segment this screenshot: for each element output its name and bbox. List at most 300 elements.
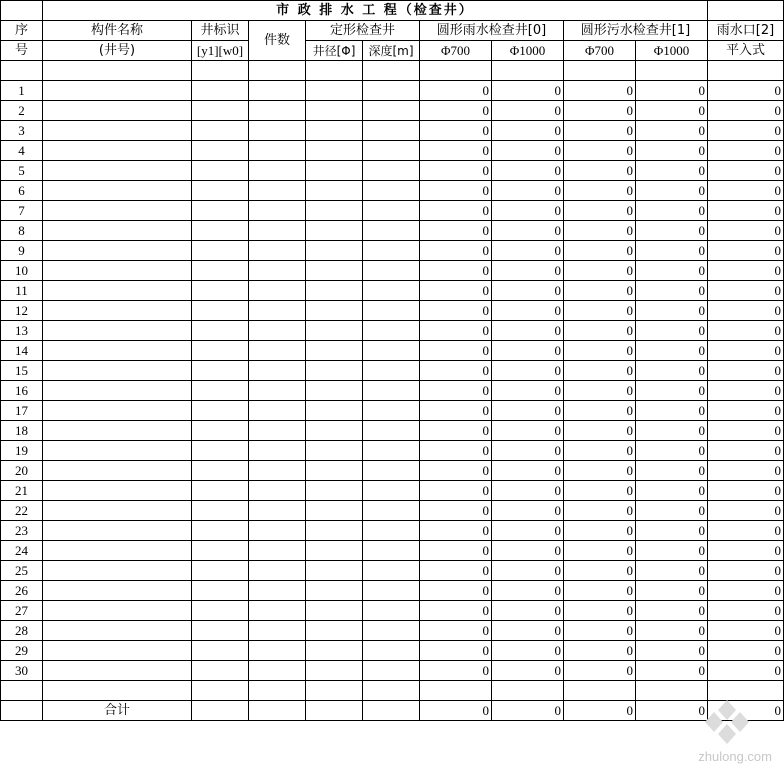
row-count-cell[interactable] xyxy=(249,421,306,441)
row-value-cell[interactable]: 0 xyxy=(636,381,708,401)
row-fixed-depth-cell[interactable] xyxy=(363,441,420,461)
row-value-cell[interactable]: 0 xyxy=(564,521,636,541)
row-value-cell[interactable]: 0 xyxy=(492,481,564,501)
total-empty-cell[interactable] xyxy=(192,701,249,721)
row-value-cell[interactable]: 0 xyxy=(492,661,564,681)
row-fixed-depth-cell[interactable] xyxy=(363,481,420,501)
blank-cell[interactable] xyxy=(192,681,249,701)
row-value-cell[interactable]: 0 xyxy=(636,101,708,121)
row-seq[interactable]: 11 xyxy=(1,281,43,301)
row-fixed-dia-cell[interactable] xyxy=(306,481,363,501)
row-count-cell[interactable] xyxy=(249,601,306,621)
total-empty-cell[interactable] xyxy=(363,701,420,721)
row-seq[interactable]: 15 xyxy=(1,361,43,381)
row-count-cell[interactable] xyxy=(249,261,306,281)
row-mark-cell[interactable] xyxy=(192,81,249,101)
row-value-cell[interactable]: 0 xyxy=(420,81,492,101)
row-fixed-dia-cell[interactable] xyxy=(306,301,363,321)
blank-cell[interactable] xyxy=(492,681,564,701)
row-count-cell[interactable] xyxy=(249,321,306,341)
row-mark-cell[interactable] xyxy=(192,361,249,381)
row-count-cell[interactable] xyxy=(249,301,306,321)
row-seq[interactable]: 20 xyxy=(1,461,43,481)
row-mark-cell[interactable] xyxy=(192,121,249,141)
row-fixed-dia-cell[interactable] xyxy=(306,81,363,101)
row-name-cell[interactable] xyxy=(43,181,192,201)
row-mark-cell[interactable] xyxy=(192,241,249,261)
row-value-cell[interactable]: 0 xyxy=(636,441,708,461)
row-fixed-depth-cell[interactable] xyxy=(363,301,420,321)
row-value-cell[interactable]: 0 xyxy=(708,501,784,521)
row-seq[interactable]: 6 xyxy=(1,181,43,201)
spacer-cell[interactable] xyxy=(492,61,564,81)
spacer-cell[interactable] xyxy=(363,61,420,81)
row-value-cell[interactable]: 0 xyxy=(420,381,492,401)
row-seq[interactable]: 16 xyxy=(1,381,43,401)
row-fixed-depth-cell[interactable] xyxy=(363,401,420,421)
row-name-cell[interactable] xyxy=(43,81,192,101)
row-fixed-depth-cell[interactable] xyxy=(363,321,420,341)
row-count-cell[interactable] xyxy=(249,381,306,401)
row-value-cell[interactable]: 0 xyxy=(708,421,784,441)
row-value-cell[interactable]: 0 xyxy=(492,321,564,341)
row-seq[interactable]: 29 xyxy=(1,641,43,661)
row-mark-cell[interactable] xyxy=(192,281,249,301)
row-name-cell[interactable] xyxy=(43,141,192,161)
row-value-cell[interactable]: 0 xyxy=(420,461,492,481)
row-value-cell[interactable]: 0 xyxy=(420,541,492,561)
row-value-cell[interactable]: 0 xyxy=(636,81,708,101)
row-value-cell[interactable]: 0 xyxy=(708,461,784,481)
spacer-cell[interactable] xyxy=(1,61,43,81)
row-value-cell[interactable]: 0 xyxy=(708,201,784,221)
spacer-cell[interactable] xyxy=(192,61,249,81)
row-mark-cell[interactable] xyxy=(192,441,249,461)
row-fixed-depth-cell[interactable] xyxy=(363,341,420,361)
row-value-cell[interactable]: 0 xyxy=(492,121,564,141)
row-fixed-dia-cell[interactable] xyxy=(306,381,363,401)
row-seq[interactable]: 24 xyxy=(1,541,43,561)
row-count-cell[interactable] xyxy=(249,401,306,421)
row-fixed-dia-cell[interactable] xyxy=(306,241,363,261)
row-mark-cell[interactable] xyxy=(192,561,249,581)
row-value-cell[interactable]: 0 xyxy=(420,181,492,201)
row-mark-cell[interactable] xyxy=(192,321,249,341)
blank-cell[interactable] xyxy=(363,681,420,701)
row-count-cell[interactable] xyxy=(249,561,306,581)
row-value-cell[interactable]: 0 xyxy=(492,301,564,321)
row-value-cell[interactable]: 0 xyxy=(708,521,784,541)
row-mark-cell[interactable] xyxy=(192,661,249,681)
row-name-cell[interactable] xyxy=(43,541,192,561)
spacer-cell[interactable] xyxy=(249,61,306,81)
row-value-cell[interactable]: 0 xyxy=(492,401,564,421)
row-value-cell[interactable]: 0 xyxy=(708,141,784,161)
row-seq[interactable]: 1 xyxy=(1,81,43,101)
row-fixed-dia-cell[interactable] xyxy=(306,421,363,441)
row-value-cell[interactable]: 0 xyxy=(636,281,708,301)
row-mark-cell[interactable] xyxy=(192,481,249,501)
row-fixed-dia-cell[interactable] xyxy=(306,181,363,201)
row-fixed-dia-cell[interactable] xyxy=(306,221,363,241)
row-value-cell[interactable]: 0 xyxy=(420,281,492,301)
row-count-cell[interactable] xyxy=(249,81,306,101)
row-value-cell[interactable]: 0 xyxy=(708,641,784,661)
row-fixed-dia-cell[interactable] xyxy=(306,661,363,681)
row-name-cell[interactable] xyxy=(43,201,192,221)
row-seq[interactable]: 21 xyxy=(1,481,43,501)
row-value-cell[interactable]: 0 xyxy=(564,561,636,581)
row-count-cell[interactable] xyxy=(249,581,306,601)
row-value-cell[interactable]: 0 xyxy=(708,101,784,121)
row-value-cell[interactable]: 0 xyxy=(708,601,784,621)
row-mark-cell[interactable] xyxy=(192,401,249,421)
row-fixed-dia-cell[interactable] xyxy=(306,501,363,521)
row-name-cell[interactable] xyxy=(43,601,192,621)
row-value-cell[interactable]: 0 xyxy=(708,181,784,201)
row-value-cell[interactable]: 0 xyxy=(492,601,564,621)
row-value-cell[interactable]: 0 xyxy=(564,161,636,181)
row-seq[interactable]: 26 xyxy=(1,581,43,601)
row-fixed-dia-cell[interactable] xyxy=(306,141,363,161)
row-mark-cell[interactable] xyxy=(192,221,249,241)
row-value-cell[interactable]: 0 xyxy=(420,641,492,661)
row-fixed-depth-cell[interactable] xyxy=(363,581,420,601)
blank-cell[interactable] xyxy=(249,681,306,701)
row-value-cell[interactable]: 0 xyxy=(420,201,492,221)
row-count-cell[interactable] xyxy=(249,201,306,221)
row-fixed-depth-cell[interactable] xyxy=(363,281,420,301)
row-fixed-dia-cell[interactable] xyxy=(306,361,363,381)
row-fixed-dia-cell[interactable] xyxy=(306,601,363,621)
row-value-cell[interactable]: 0 xyxy=(420,501,492,521)
row-value-cell[interactable]: 0 xyxy=(564,361,636,381)
row-name-cell[interactable] xyxy=(43,281,192,301)
row-name-cell[interactable] xyxy=(43,341,192,361)
row-value-cell[interactable]: 0 xyxy=(420,581,492,601)
row-fixed-dia-cell[interactable] xyxy=(306,341,363,361)
row-value-cell[interactable]: 0 xyxy=(564,221,636,241)
row-fixed-dia-cell[interactable] xyxy=(306,521,363,541)
row-value-cell[interactable]: 0 xyxy=(492,361,564,381)
row-fixed-dia-cell[interactable] xyxy=(306,561,363,581)
row-fixed-dia-cell[interactable] xyxy=(306,161,363,181)
row-value-cell[interactable]: 0 xyxy=(420,661,492,681)
row-mark-cell[interactable] xyxy=(192,641,249,661)
row-seq[interactable]: 18 xyxy=(1,421,43,441)
row-value-cell[interactable]: 0 xyxy=(420,321,492,341)
row-seq[interactable]: 10 xyxy=(1,261,43,281)
row-value-cell[interactable]: 0 xyxy=(492,501,564,521)
row-name-cell[interactable] xyxy=(43,301,192,321)
row-value-cell[interactable]: 0 xyxy=(420,261,492,281)
row-name-cell[interactable] xyxy=(43,561,192,581)
row-value-cell[interactable]: 0 xyxy=(636,501,708,521)
row-fixed-dia-cell[interactable] xyxy=(306,261,363,281)
title-right-cell[interactable] xyxy=(708,1,784,21)
row-name-cell[interactable] xyxy=(43,461,192,481)
spacer-cell[interactable] xyxy=(708,61,784,81)
row-value-cell[interactable]: 0 xyxy=(492,641,564,661)
row-fixed-depth-cell[interactable] xyxy=(363,221,420,241)
total-value-cell[interactable]: 0 xyxy=(420,701,492,721)
spacer-cell[interactable] xyxy=(564,61,636,81)
row-fixed-depth-cell[interactable] xyxy=(363,621,420,641)
row-fixed-dia-cell[interactable] xyxy=(306,641,363,661)
row-value-cell[interactable]: 0 xyxy=(636,221,708,241)
row-mark-cell[interactable] xyxy=(192,501,249,521)
row-value-cell[interactable]: 0 xyxy=(492,341,564,361)
row-value-cell[interactable]: 0 xyxy=(564,121,636,141)
row-value-cell[interactable]: 0 xyxy=(636,361,708,381)
row-value-cell[interactable]: 0 xyxy=(564,321,636,341)
row-fixed-depth-cell[interactable] xyxy=(363,641,420,661)
row-value-cell[interactable]: 0 xyxy=(708,221,784,241)
row-count-cell[interactable] xyxy=(249,641,306,661)
row-name-cell[interactable] xyxy=(43,241,192,261)
row-name-cell[interactable] xyxy=(43,401,192,421)
row-fixed-depth-cell[interactable] xyxy=(363,101,420,121)
blank-cell[interactable] xyxy=(306,681,363,701)
total-seq-cell[interactable] xyxy=(1,701,43,721)
row-count-cell[interactable] xyxy=(249,661,306,681)
row-value-cell[interactable]: 0 xyxy=(564,201,636,221)
row-fixed-dia-cell[interactable] xyxy=(306,441,363,461)
row-value-cell[interactable]: 0 xyxy=(636,421,708,441)
row-value-cell[interactable]: 0 xyxy=(708,561,784,581)
row-count-cell[interactable] xyxy=(249,181,306,201)
row-value-cell[interactable]: 0 xyxy=(420,121,492,141)
total-empty-cell[interactable] xyxy=(249,701,306,721)
row-value-cell[interactable]: 0 xyxy=(708,581,784,601)
row-name-cell[interactable] xyxy=(43,481,192,501)
row-count-cell[interactable] xyxy=(249,621,306,641)
row-value-cell[interactable]: 0 xyxy=(420,441,492,461)
row-value-cell[interactable]: 0 xyxy=(636,561,708,581)
row-value-cell[interactable]: 0 xyxy=(492,241,564,261)
row-value-cell[interactable]: 0 xyxy=(420,341,492,361)
row-value-cell[interactable]: 0 xyxy=(492,541,564,561)
row-value-cell[interactable]: 0 xyxy=(636,121,708,141)
row-seq[interactable]: 3 xyxy=(1,121,43,141)
spacer-cell[interactable] xyxy=(306,61,363,81)
row-value-cell[interactable]: 0 xyxy=(708,441,784,461)
row-value-cell[interactable]: 0 xyxy=(636,621,708,641)
row-count-cell[interactable] xyxy=(249,541,306,561)
row-value-cell[interactable]: 0 xyxy=(492,161,564,181)
row-value-cell[interactable]: 0 xyxy=(564,281,636,301)
row-value-cell[interactable]: 0 xyxy=(708,541,784,561)
row-seq[interactable]: 25 xyxy=(1,561,43,581)
row-value-cell[interactable]: 0 xyxy=(420,241,492,261)
row-fixed-depth-cell[interactable] xyxy=(363,361,420,381)
row-name-cell[interactable] xyxy=(43,361,192,381)
row-fixed-depth-cell[interactable] xyxy=(363,521,420,541)
row-fixed-depth-cell[interactable] xyxy=(363,541,420,561)
row-value-cell[interactable]: 0 xyxy=(492,201,564,221)
row-value-cell[interactable]: 0 xyxy=(564,501,636,521)
row-fixed-depth-cell[interactable] xyxy=(363,601,420,621)
row-mark-cell[interactable] xyxy=(192,521,249,541)
row-value-cell[interactable]: 0 xyxy=(564,381,636,401)
row-value-cell[interactable]: 0 xyxy=(564,181,636,201)
row-value-cell[interactable]: 0 xyxy=(708,161,784,181)
row-value-cell[interactable]: 0 xyxy=(420,481,492,501)
row-value-cell[interactable]: 0 xyxy=(420,361,492,381)
row-value-cell[interactable]: 0 xyxy=(564,261,636,281)
row-seq[interactable]: 17 xyxy=(1,401,43,421)
row-value-cell[interactable]: 0 xyxy=(492,281,564,301)
row-seq[interactable]: 12 xyxy=(1,301,43,321)
row-value-cell[interactable]: 0 xyxy=(492,421,564,441)
row-mark-cell[interactable] xyxy=(192,621,249,641)
row-value-cell[interactable]: 0 xyxy=(636,161,708,181)
row-value-cell[interactable]: 0 xyxy=(564,461,636,481)
row-value-cell[interactable]: 0 xyxy=(564,101,636,121)
row-value-cell[interactable]: 0 xyxy=(564,661,636,681)
row-name-cell[interactable] xyxy=(43,161,192,181)
row-value-cell[interactable]: 0 xyxy=(636,141,708,161)
row-fixed-depth-cell[interactable] xyxy=(363,421,420,441)
row-fixed-depth-cell[interactable] xyxy=(363,121,420,141)
row-value-cell[interactable]: 0 xyxy=(492,621,564,641)
row-value-cell[interactable]: 0 xyxy=(564,341,636,361)
row-value-cell[interactable]: 0 xyxy=(708,121,784,141)
row-value-cell[interactable]: 0 xyxy=(420,161,492,181)
row-seq[interactable]: 9 xyxy=(1,241,43,261)
row-count-cell[interactable] xyxy=(249,121,306,141)
row-fixed-depth-cell[interactable] xyxy=(363,661,420,681)
row-value-cell[interactable]: 0 xyxy=(636,521,708,541)
row-mark-cell[interactable] xyxy=(192,541,249,561)
row-value-cell[interactable]: 0 xyxy=(492,461,564,481)
row-value-cell[interactable]: 0 xyxy=(492,261,564,281)
blank-cell[interactable] xyxy=(1,681,43,701)
row-value-cell[interactable]: 0 xyxy=(708,401,784,421)
row-mark-cell[interactable] xyxy=(192,181,249,201)
row-value-cell[interactable]: 0 xyxy=(636,341,708,361)
row-seq[interactable]: 19 xyxy=(1,441,43,461)
row-value-cell[interactable]: 0 xyxy=(492,81,564,101)
row-mark-cell[interactable] xyxy=(192,581,249,601)
row-count-cell[interactable] xyxy=(249,521,306,541)
row-count-cell[interactable] xyxy=(249,341,306,361)
row-value-cell[interactable]: 0 xyxy=(564,81,636,101)
row-value-cell[interactable]: 0 xyxy=(420,601,492,621)
row-fixed-dia-cell[interactable] xyxy=(306,541,363,561)
row-value-cell[interactable]: 0 xyxy=(492,561,564,581)
row-value-cell[interactable]: 0 xyxy=(564,401,636,421)
row-value-cell[interactable]: 0 xyxy=(420,301,492,321)
row-name-cell[interactable] xyxy=(43,501,192,521)
row-seq[interactable]: 14 xyxy=(1,341,43,361)
row-mark-cell[interactable] xyxy=(192,101,249,121)
row-count-cell[interactable] xyxy=(249,241,306,261)
row-fixed-dia-cell[interactable] xyxy=(306,281,363,301)
row-value-cell[interactable]: 0 xyxy=(492,181,564,201)
row-fixed-dia-cell[interactable] xyxy=(306,121,363,141)
row-fixed-dia-cell[interactable] xyxy=(306,201,363,221)
row-value-cell[interactable]: 0 xyxy=(564,141,636,161)
row-name-cell[interactable] xyxy=(43,321,192,341)
row-mark-cell[interactable] xyxy=(192,341,249,361)
row-value-cell[interactable]: 0 xyxy=(636,661,708,681)
row-fixed-dia-cell[interactable] xyxy=(306,401,363,421)
row-name-cell[interactable] xyxy=(43,621,192,641)
row-value-cell[interactable]: 0 xyxy=(492,441,564,461)
row-value-cell[interactable]: 0 xyxy=(636,201,708,221)
row-value-cell[interactable]: 0 xyxy=(636,461,708,481)
row-value-cell[interactable]: 0 xyxy=(564,481,636,501)
row-value-cell[interactable]: 0 xyxy=(564,301,636,321)
row-seq[interactable]: 4 xyxy=(1,141,43,161)
row-value-cell[interactable]: 0 xyxy=(708,321,784,341)
row-name-cell[interactable] xyxy=(43,121,192,141)
row-value-cell[interactable]: 0 xyxy=(636,581,708,601)
row-seq[interactable]: 2 xyxy=(1,101,43,121)
row-value-cell[interactable]: 0 xyxy=(564,601,636,621)
blank-cell[interactable] xyxy=(43,681,192,701)
row-seq[interactable]: 23 xyxy=(1,521,43,541)
blank-cell[interactable] xyxy=(564,681,636,701)
row-value-cell[interactable]: 0 xyxy=(708,361,784,381)
spacer-cell[interactable] xyxy=(420,61,492,81)
row-value-cell[interactable]: 0 xyxy=(636,641,708,661)
row-seq[interactable]: 13 xyxy=(1,321,43,341)
row-fixed-depth-cell[interactable] xyxy=(363,201,420,221)
row-value-cell[interactable]: 0 xyxy=(636,401,708,421)
row-value-cell[interactable]: 0 xyxy=(708,241,784,261)
row-mark-cell[interactable] xyxy=(192,161,249,181)
row-name-cell[interactable] xyxy=(43,661,192,681)
row-fixed-depth-cell[interactable] xyxy=(363,561,420,581)
row-value-cell[interactable]: 0 xyxy=(636,301,708,321)
row-count-cell[interactable] xyxy=(249,281,306,301)
row-count-cell[interactable] xyxy=(249,481,306,501)
row-value-cell[interactable]: 0 xyxy=(420,221,492,241)
row-count-cell[interactable] xyxy=(249,101,306,121)
row-count-cell[interactable] xyxy=(249,221,306,241)
row-seq[interactable]: 5 xyxy=(1,161,43,181)
row-mark-cell[interactable] xyxy=(192,201,249,221)
row-value-cell[interactable]: 0 xyxy=(708,261,784,281)
row-seq[interactable]: 8 xyxy=(1,221,43,241)
row-fixed-dia-cell[interactable] xyxy=(306,461,363,481)
blank-cell[interactable] xyxy=(420,681,492,701)
row-name-cell[interactable] xyxy=(43,441,192,461)
row-value-cell[interactable]: 0 xyxy=(564,621,636,641)
row-count-cell[interactable] xyxy=(249,441,306,461)
row-value-cell[interactable]: 0 xyxy=(492,221,564,241)
row-value-cell[interactable]: 0 xyxy=(492,381,564,401)
row-value-cell[interactable]: 0 xyxy=(492,141,564,161)
row-seq[interactable]: 22 xyxy=(1,501,43,521)
row-value-cell[interactable]: 0 xyxy=(636,261,708,281)
spacer-cell[interactable] xyxy=(636,61,708,81)
row-count-cell[interactable] xyxy=(249,461,306,481)
row-fixed-depth-cell[interactable] xyxy=(363,81,420,101)
row-value-cell[interactable]: 0 xyxy=(564,421,636,441)
row-fixed-depth-cell[interactable] xyxy=(363,461,420,481)
row-value-cell[interactable]: 0 xyxy=(636,321,708,341)
row-value-cell[interactable]: 0 xyxy=(708,301,784,321)
row-value-cell[interactable]: 0 xyxy=(420,401,492,421)
row-count-cell[interactable] xyxy=(249,161,306,181)
row-seq[interactable]: 28 xyxy=(1,621,43,641)
row-fixed-dia-cell[interactable] xyxy=(306,101,363,121)
total-empty-cell[interactable] xyxy=(306,701,363,721)
row-value-cell[interactable]: 0 xyxy=(492,101,564,121)
